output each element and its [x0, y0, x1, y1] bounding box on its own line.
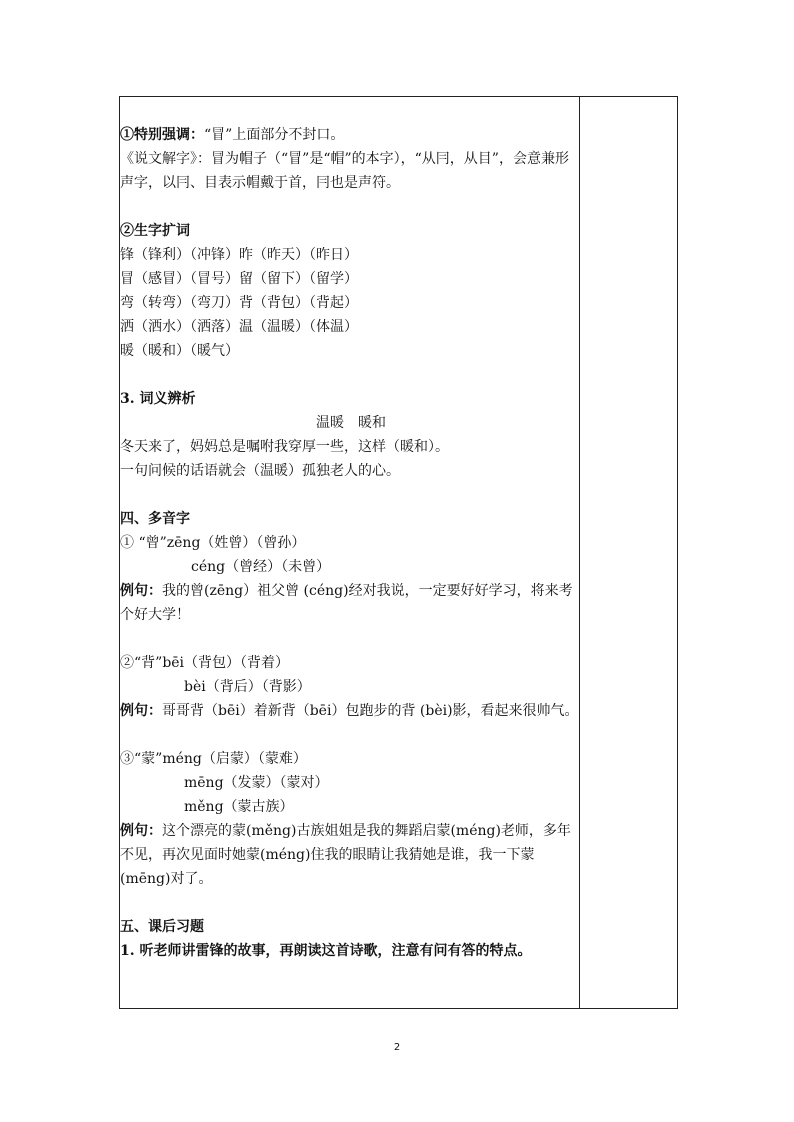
content-table: [119, 96, 678, 1009]
page-number: 2: [393, 1042, 401, 1053]
example-paragraph: [120, 579, 582, 627]
vocab-line: 弯（转弯）（弯刀）背（背包）（背起）: [120, 295, 358, 311]
example-sentence: 一句问候的话语就会（温暖）孤独老人的心。: [120, 463, 400, 479]
polyphone-line: bèi（背后）（背影）: [184, 679, 311, 695]
example-label: 例句：: [120, 583, 162, 599]
shuowen-paragraph: 《说文解字》：冒为帽子（“冒”是“帽”的本字），“从冃，从目”，会意兼形声字，以冃、目表示帽戴于首，冃也是声符。: [120, 151, 569, 191]
emphasis-text: “冒”上面部分不封口。: [204, 127, 345, 143]
section-heading-exercises: 五、课后习题: [120, 919, 204, 935]
section-heading-meaning: 3. 词义辨析: [120, 391, 196, 407]
example-sentence: 冬天来了，妈妈总是嘱咐我穿厚一些，这样（暖和）。: [120, 439, 449, 455]
word-pair: 温暖 暖和: [316, 415, 386, 431]
exercise-item: 1. 听老师讲雷锋的故事，再朗读这首诗歌，注意有问有答的特点。: [120, 943, 532, 959]
vocab-line: 锋（锋利）（冲锋）昨（昨天）（昨日）: [120, 247, 358, 263]
section-heading-polyphone: 四、多音字: [120, 511, 190, 527]
polyphone-line: ③“蒙”méng（启蒙）（蒙难）: [120, 751, 307, 767]
example-text: 哥哥背（bēi）着新背（bēi）包跑步的背 (bèi)影，看起来很帅气。: [162, 703, 579, 719]
polyphone-line: měng（蒙古族）: [184, 799, 294, 815]
example-paragraph: [120, 699, 582, 723]
example-label: 例句：: [120, 703, 162, 719]
main-cell: [120, 123, 582, 963]
example-text: 我的曾(zēng）祖父曾 (céng)经对我说，一定要好好学习，将来考个好大学！: [120, 583, 573, 623]
emphasis-heading: ①特别强调：: [120, 127, 204, 143]
example-label: 例句：: [120, 823, 162, 839]
polyphone-line: mēng（发蒙）（蒙对）: [184, 775, 329, 791]
polyphone-line: ① “曾”zēng（姓曾）（曾孙）: [120, 535, 306, 551]
polyphone-line: ②“背”bēi（背包）（背着）: [120, 655, 290, 671]
polyphone-line: céng（曾经）（未曾）: [191, 559, 331, 575]
example-text: 这个漂亮的蒙(měng)古族姐姐是我的舞蹈启蒙(méng)老师，多年不见，再次见面时她蒙(méng)住我的眼睛让我猜她是谁，我一下蒙 (mēng)对了。: [120, 823, 571, 887]
emphasis-line: [120, 123, 582, 147]
section-heading-vocab: ②生字扩词: [120, 223, 190, 239]
vocab-line: 冒（感冒）（冒号）留（留下）（留学）: [120, 271, 358, 287]
example-paragraph: [120, 819, 582, 891]
vocab-line: 暖（暖和）（暖气）: [120, 343, 239, 359]
vocab-line: 洒（洒水）（洒落）温（温暖）（体温）: [120, 319, 358, 335]
